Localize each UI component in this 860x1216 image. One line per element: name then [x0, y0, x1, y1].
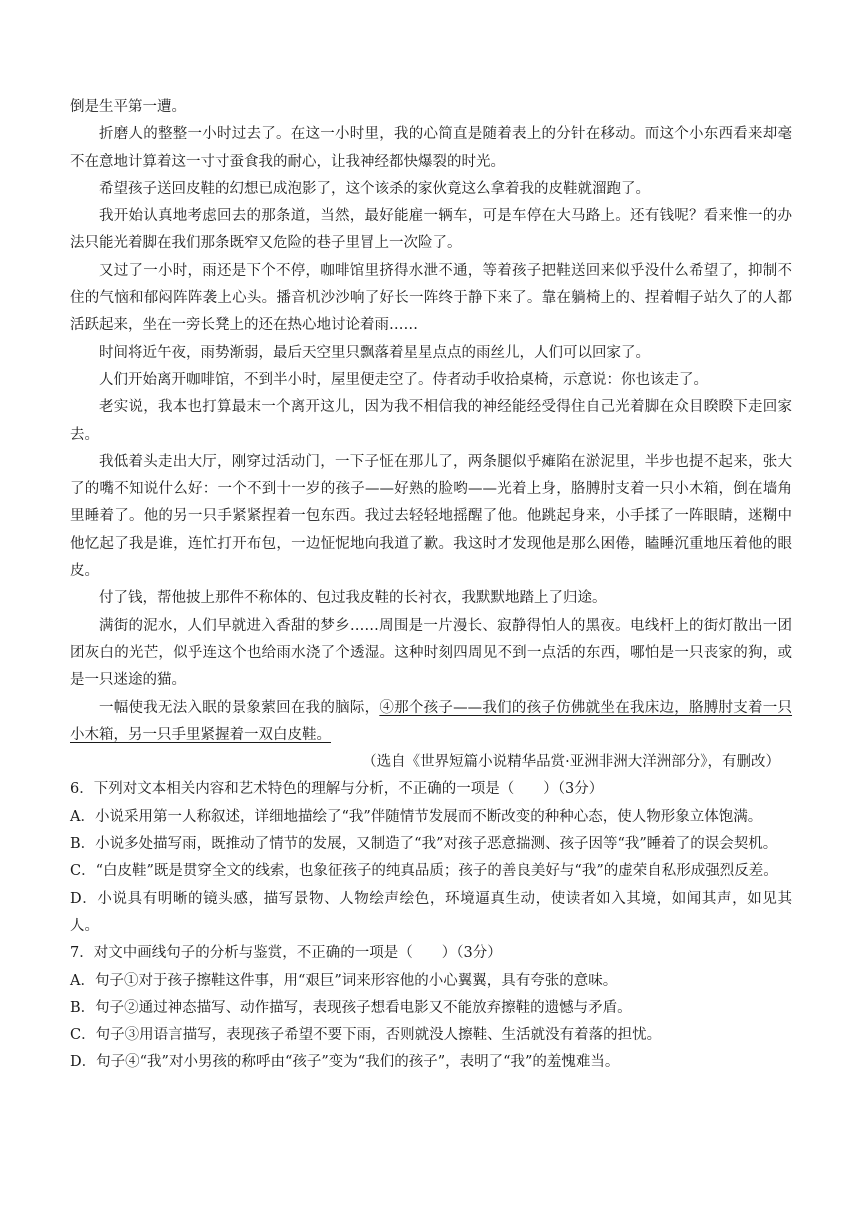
story-paragraph: 老实说，我本也打算最末一个离开这儿，因为我不相信我的神经能经受得住自己光着脚在众目睽睽下走回家去。 [70, 399, 792, 443]
question-6-option-c: C．“白皮鞋”既是贯穿全文的线索，也象征孩子的纯真品质；孩子的善良美好与“我”的虚荣自私形成强烈反差。 [70, 863, 778, 880]
story-text: 一幅使我无法入眠的景象萦回在我的脑际， [99, 699, 380, 716]
story-paragraph: 希望孩子送回皮鞋的幻想已成泡影了，这个该杀的家伙竟这么拿着我的皮鞋就溜跑了。 [99, 180, 650, 197]
underlined-sentence-4: ④那个孩子——我们的孩子仿佛就坐在我床边，胳膊肘支着一只小木箱，另一只手里紧握着一双白皮鞋。 [70, 699, 793, 743]
source-citation: （选自《世界短篇小说精华品赏·亚洲非洲大洋洲部分》，有删改） [362, 754, 780, 771]
question-7-option-a: A．句子①对于孩子擦鞋这件事，用“艰巨”词来形容他的小心翼翼，具有夸张的意味。 [70, 972, 618, 989]
story-paragraph: 付了钱，帮他披上那件不称体的、包过我皮鞋的长衬衣，我默默地踏上了归途。 [99, 590, 607, 607]
question-7-option-d: D．句子④“我”对小男孩的称呼由“孩子”变为“我们的孩子”，表明了“我”的羞愧难当。 [70, 1054, 620, 1071]
story-paragraph: 折磨人的整整一小时过去了。在这一小时里，我的心简直是随着表上的分针在移动。而这个小东西看来却毫不在意地计算着这一寸寸蚕食我的耐心，让我神经都快爆裂的时光。 [70, 126, 792, 170]
question-6-option-b: B．小说多处描写雨，既推动了情节的发展，又制造了“我”对孩子恶意揣测、孩子因等“我”睡着了的误会契机。 [70, 836, 778, 853]
story-paragraph-final [70, 695, 792, 750]
page-content [70, 94, 792, 1077]
question-7-option-c: C．句子③用语言描写，表现孩子希望不要下雨，否则就没人擦鞋、生活就没有着落的担忧。 [70, 1027, 662, 1044]
question-6-option-a: A．小说采用第一人称叙述，详细地描绘了“我”伴随情节发展而不断改变的种种心态，使人物形象立体饱满。 [70, 808, 763, 825]
story-paragraph: 我开始认真地考虑回去的那条道，当然，最好能雇一辆车，可是车停在大马路上。还有钱呢？看来惟一的办法只能光着脚在我们那条既窄又危险的巷子里冒上一次险了。 [70, 208, 792, 252]
story-paragraph: 又过了一小时，雨还是下个不停，咖啡馆里挤得水泄不通，等着孩子把鞋送回来似乎没什么希望了，抑制不住的气恼和郁闷阵阵袭上心头。播音机沙沙响了好长一阵终于静下来了。靠在躺椅上的、捏着帽子站久了的人都活跃起来，坐在一旁长凳上的还在热心地讨论着雨…… [70, 262, 792, 334]
question-6-option-d: D．小说具有明晰的镜头感，描写景物、人物绘声绘色，环境逼真生动，使读者如入其境，如闻其声，如见其人。 [70, 890, 792, 934]
story-paragraph: 人们开始离开咖啡馆，不到半小时，屋里便走空了。侍者动手收拾桌椅，示意说：你也该走了。 [99, 371, 708, 388]
question-7-stem: 7．对文中画线句子的分析与鉴赏，不正确的一项是（ ）（3分） [70, 945, 502, 962]
question-7-option-b: B．句子②通过神态描写、动作描写，表现孩子想看电影又不能放弃擦鞋的遗憾与矛盾。 [70, 999, 632, 1016]
story-paragraph: 满街的泥水，人们早就进入香甜的梦乡……周围是一片漫长、寂静得怕人的黑夜。电线杆上的街灯散出一团团灰白的光芒，似乎连这个也给雨水浇了个透湿。这种时刻四周见不到一点活的东西，哪怕是一只丧家的狗，或是一只迷途的猫。 [70, 617, 792, 689]
story-paragraph: 时间将近午夜，雨势渐弱，最后天空里只飘落着星星点点的雨丝儿，人们可以回家了。 [99, 344, 650, 361]
question-6-stem: 6．下列对文本相关内容和艺术特色的理解与分析，不正确的一项是（ ）（3分） [70, 781, 604, 798]
story-paragraph: 我低着头走出大厅，刚穿过活动门，一下子怔在那儿了，两条腿似乎瘫陷在淤泥里，半步也提不起来，张大了的嘴不知说什么好：一个不到十一岁的孩子——好熟的脸哟——光着上身，胳膊肘支着一只小木箱，倒在墙角里睡着了。他的另一只手紧紧捏着一包东西。我过去轻轻地摇醒了他。他跳起身来，小手揉了一阵眼睛，迷糊中他忆起了我是谁，连忙打开布包，一边怔怩地向我道了歉。我这时才发现他是那么困倦，瞌睡沉重地压着他的眼皮。 [70, 453, 792, 580]
story-paragraph: 倒是生平第一遭。 [70, 99, 186, 115]
